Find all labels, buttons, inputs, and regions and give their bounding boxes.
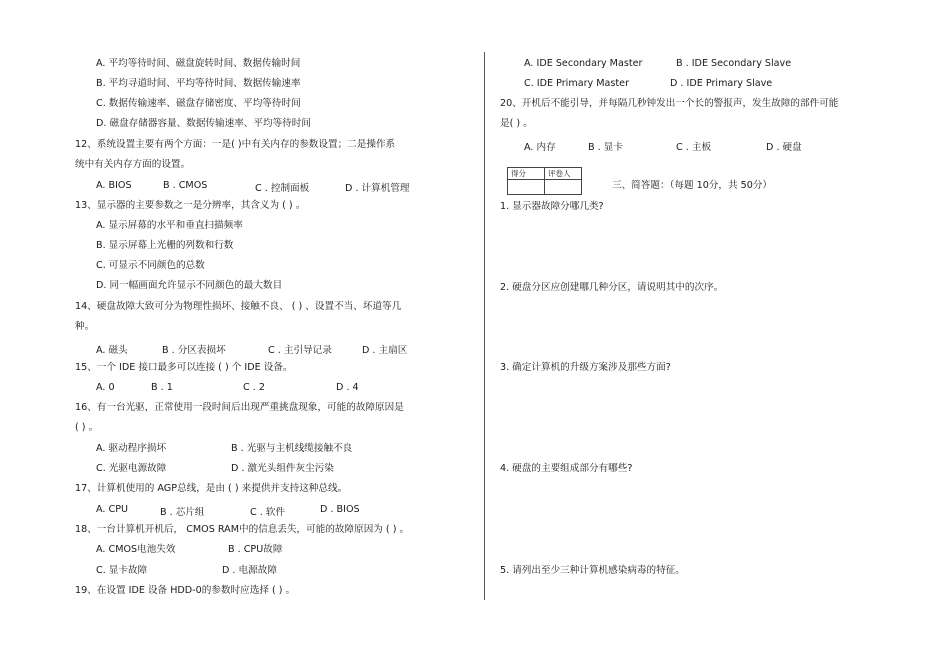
score-cell[interactable] — [508, 180, 545, 195]
q16-option-d: D . 激光头组件灰尘污染 — [231, 463, 334, 474]
score-label: 得分 — [508, 168, 545, 180]
q16-option-a: A. 驱动程序损坏 — [96, 443, 167, 454]
q15-option-a: A. 0 — [96, 382, 115, 393]
q17-option-b: B . 芯片组 — [160, 507, 205, 518]
q18-option-d: D . 电源故障 — [222, 565, 277, 576]
section-three-title: 三、简答题：（每题 10分，共 50分） — [612, 180, 773, 191]
q16-option-c: C. 光驱电源故障 — [96, 463, 167, 474]
q14-text-line1: 14、硬盘故障大致可分为物理性损坏、接触不良、 ( ) 、设置不当、坏道等几 — [75, 301, 402, 312]
q14-option-c: C . 主引导记录 — [268, 345, 332, 356]
q12-text-line2: 统中有关内存方面的设置。 — [75, 159, 191, 170]
q19-option-c: C. IDE Primary Master — [524, 78, 630, 89]
short-question-5: 5. 请列出至少三种计算机感染病毒的特征。 — [500, 565, 685, 576]
q11-option-d: D. 磁盘存储器容量、数据传输速率、平均等待时间 — [96, 118, 311, 129]
q11-option-c: C. 数据传输速率、磁盘存储密度、平均等待时间 — [96, 98, 301, 109]
q17-option-d: D . BIOS — [320, 504, 360, 515]
q12-text-line1: 12、系统设置主要有两个方面：一是( )中有关内存的参数设置；二是操作系 — [75, 139, 396, 150]
q20-text-line2: 是( ) 。 — [500, 118, 533, 129]
q14-option-d: D . 主扇区 — [362, 345, 408, 356]
q20-option-c: C . 主板 — [676, 142, 712, 153]
q19-option-d: D . IDE Primary Slave — [670, 78, 773, 89]
short-question-2: 2. 硬盘分区应创建哪几种分区，请说明其中的次序。 — [500, 282, 724, 293]
q18-text: 18、一台计算机开机后， CMOS RAM中的信息丢失，可能的故障原因为 ( ) 。 — [75, 524, 410, 535]
q14-option-b: B . 分区表损坏 — [162, 345, 226, 356]
q15-option-c: C . 2 — [243, 382, 265, 393]
q19-option-b: B . IDE Secondary Slave — [676, 58, 792, 69]
q14-text-line2: 种。 — [75, 321, 95, 332]
q12-option-a: A. BIOS — [96, 180, 132, 191]
q15-option-d: D . 4 — [336, 382, 359, 393]
q13-option-b: B. 显示屏幕上光栅的列数和行数 — [96, 240, 234, 251]
grader-cell[interactable] — [545, 180, 582, 195]
q17-text: 17、计算机使用的 AGP总线，是由 ( ) 来提供并支持这种总线。 — [75, 483, 348, 494]
q17-option-c: C . 软件 — [250, 507, 286, 518]
q14-option-a: A. 磁头 — [96, 345, 128, 356]
q19-text: 19、在设置 IDE 设备 HDD-0的参数时应选择 ( ) 。 — [75, 585, 296, 596]
q16-text-line1: 16、有一台光驱，正常使用一段时间后出现严重挑盘现象，可能的故障原因是 — [75, 402, 404, 413]
q13-text: 13、显示器的主要参数之一是分辨率，其含义为 ( ) 。 — [75, 200, 306, 211]
q11-option-a: A. 平均等待时间、磁盘旋转时间、数据传输时间 — [96, 58, 301, 69]
q18-option-b: B . CPU故障 — [228, 544, 283, 555]
q15-text: 15、一个 IDE 接口最多可以连接 ( ) 个 IDE 设备。 — [75, 362, 293, 373]
q18-option-a: A. CMOS电池失效 — [96, 544, 176, 555]
q18-option-c: C. 显卡故障 — [96, 565, 148, 576]
short-question-1: 1. 显示器故障分哪几类? — [500, 201, 604, 212]
q16-text-line2: ( ) 。 — [75, 422, 99, 433]
grader-label: 评卷人 — [545, 168, 582, 180]
short-question-3: 3. 确定计算机的升级方案涉及那些方面? — [500, 362, 671, 373]
score-box — [507, 167, 582, 195]
q11-option-b: B. 平均寻道时间、平均等待时间、数据传输速率 — [96, 78, 301, 89]
q13-option-a: A. 显示屏幕的水平和垂直扫描频率 — [96, 220, 243, 231]
q17-option-a: A. CPU — [96, 504, 128, 515]
q20-option-b: B . 显卡 — [588, 142, 623, 153]
column-divider — [484, 52, 485, 600]
q12-option-b: B . CMOS — [163, 180, 208, 191]
q12-option-c: C . 控制面板 — [255, 183, 310, 194]
q20-option-a: A. 内存 — [524, 142, 556, 153]
short-question-4: 4. 硬盘的主要组成部分有哪些? — [500, 463, 633, 474]
q19-option-a: A. IDE Secondary Master — [524, 58, 643, 69]
q15-option-b: B . 1 — [151, 382, 173, 393]
q12-option-d: D . 计算机管理 — [345, 183, 410, 194]
q13-option-d: D. 同一幅画面允许显示不同颜色的最大数目 — [96, 280, 283, 291]
q16-option-b: B . 光驱与主机线缆接触不良 — [231, 443, 353, 454]
q20-option-d: D . 硬盘 — [766, 142, 802, 153]
q13-option-c: C. 可显示不同颜色的总数 — [96, 260, 205, 271]
q20-text-line1: 20、开机后不能引导，并每隔几秒钟发出一个长的警报声，发生故障的部件可能 — [500, 98, 839, 109]
